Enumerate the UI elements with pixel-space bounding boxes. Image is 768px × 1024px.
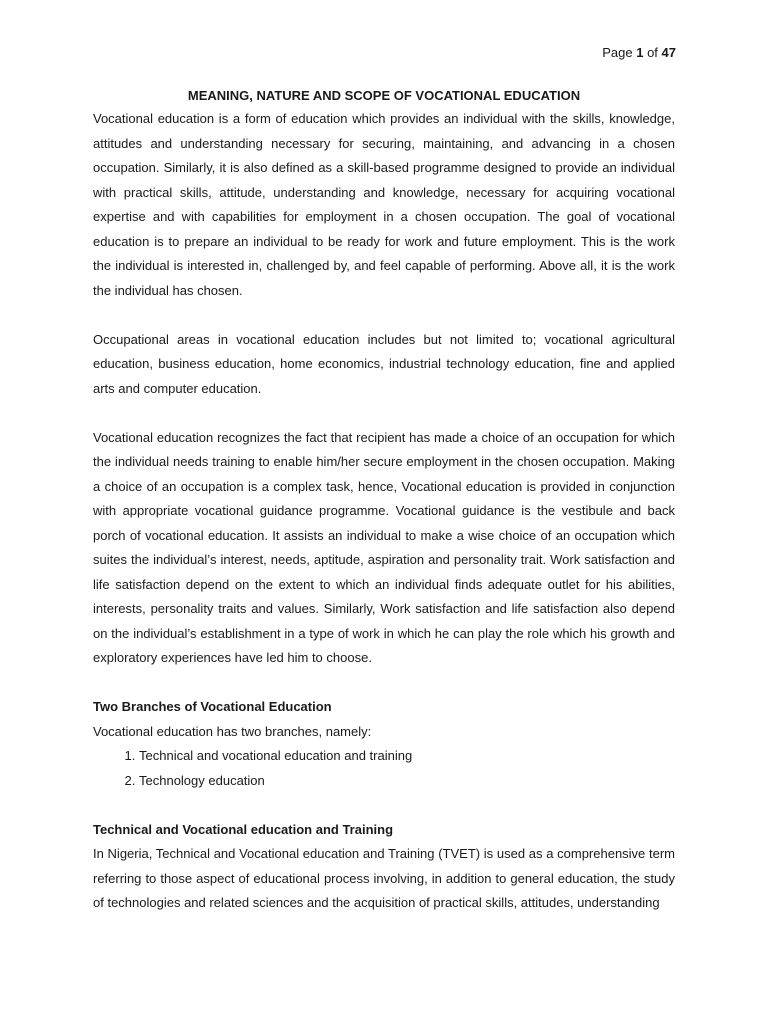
heading-two-branches: Two Branches of Vocational Education — [93, 699, 332, 714]
paragraph-occupational-areas: Occupational areas in vocational education includes but not limited to; vocational agricultural education, business education, home economics, industrial technology education, fine and applied arts and computer education. — [93, 331, 675, 396]
page-of: of — [647, 45, 658, 60]
branches-intro: Vocational education has two branches, namely: — [93, 723, 372, 739]
page-total: 47 — [661, 45, 676, 60]
paragraph-spacer — [93, 401, 675, 426]
page-label: Page — [602, 45, 633, 60]
page-number — [602, 44, 676, 62]
paragraph-spacer — [93, 671, 675, 696]
heading-tvet: Technical and Vocational education and Training — [93, 821, 394, 837]
paragraph-spacer — [93, 303, 675, 328]
paragraph-vocational-guidance: Vocational education recognizes the fact that recipient has made a choice of an occupation for which the individual needs training to enable him/her secure employment in the chosen occupation. Making a choice of an occupation is a complex task, hence, Vocational education is provided in conjunction with appropriate vocational guidance programme. Vocational guidance is the vestibule and back porch of vocational education. It assists an individual to make a wise choice of an occupation which suites the individual’s interest, needs, aptitude, aspiration and personality trait. Work satisfaction and life satisfaction depend on the extent to which an individual finds adequate outlet for his abilities, interests, personality traits and values. Similarly, Work satisfaction and life satisfaction also depend on the individual’s establishment in a type of work in which he can play the role which his growth and exploratory experiences have led him to choose. — [93, 429, 675, 665]
list-item: 1. Technical and vocational education and training — [139, 744, 675, 769]
page-current: 1 — [636, 45, 644, 60]
paragraph-definition: Vocational education is a form of education which provides an individual with the skills, knowledge, attitudes and understanding necessary for securing, maintaining, and advancing in a chosen occupation. Similarly, it is also defined as a skill-based programme designed to provide an individual with practical skills, attitude, understanding and knowledge, necessary for acquiring vocational expertise and with capabilities for employment in a chosen occupation. The goal of vocational education is to prepare an individual to be ready for work and future employment. This is the work the individual is interested in, challenged by, and feel capable of performing. Above all, it is the work the individual has chosen. — [93, 111, 675, 298]
list-item: 2. Technology education — [139, 769, 675, 794]
paragraph-tvet: In Nigeria, Technical and Vocational education and Training (TVET) is used as a comprehensive term referring to those aspect of educational process involving, in addition to general education, the study of technologies and related sciences and the acquisition of practical skills, attitudes, understanding — [93, 846, 675, 910]
paragraph-spacer — [93, 793, 675, 818]
document-title: MEANING, NATURE AND SCOPE OF VOCATIONAL EDUCATION — [187, 88, 581, 103]
document-body — [93, 85, 675, 916]
branches-list — [93, 744, 675, 793]
